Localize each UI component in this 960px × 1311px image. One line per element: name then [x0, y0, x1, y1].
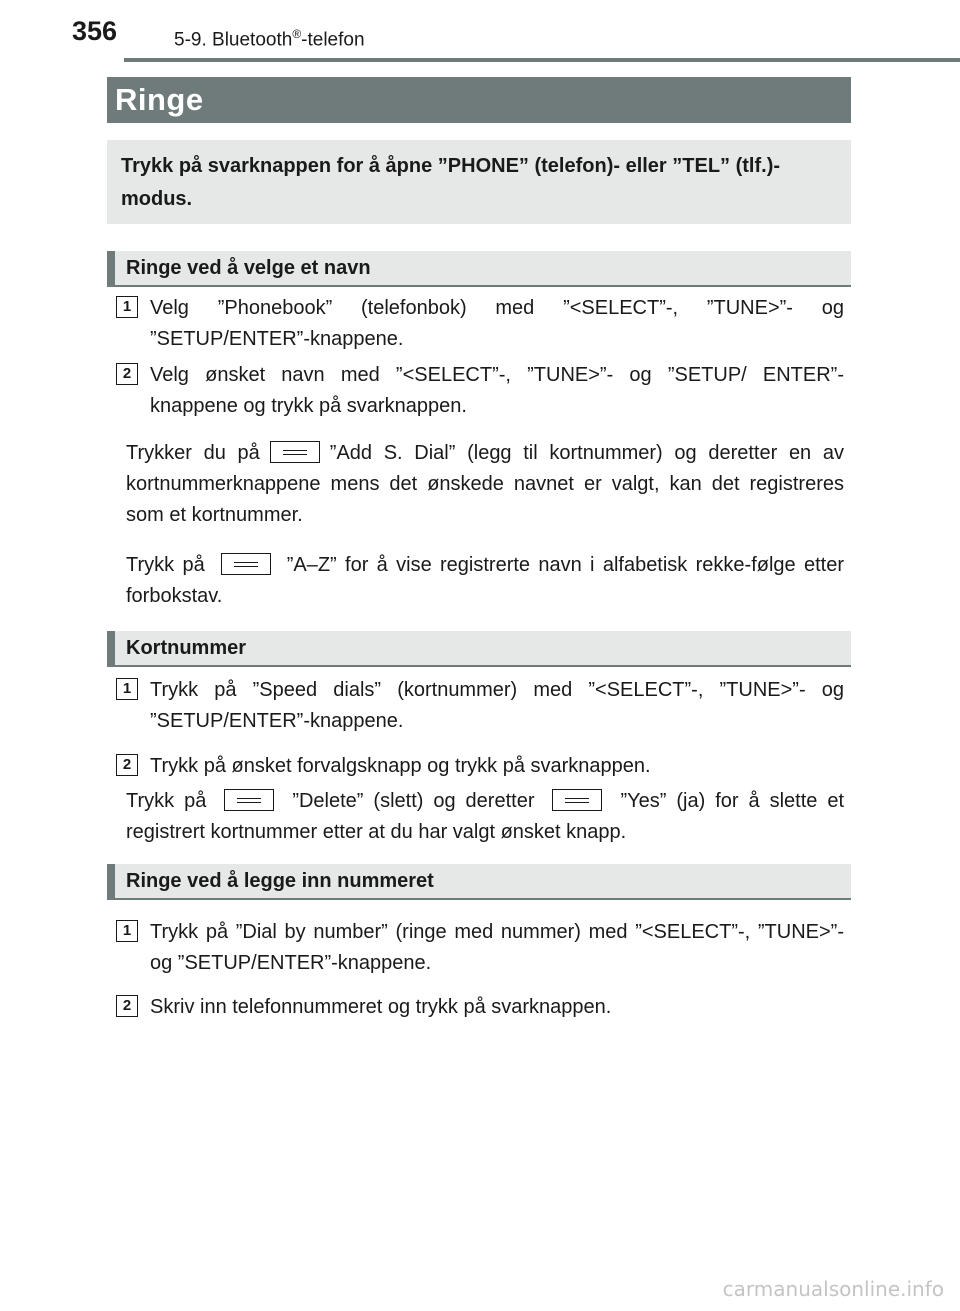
step-number-badge: 2 — [116, 754, 138, 776]
step-number-badge: 2 — [116, 995, 138, 1017]
note-text: ”Delete” (slett) og deretter — [292, 790, 535, 812]
subheading-speed-dial: Kortnummer — [107, 631, 851, 667]
subheading-call-by-name: Ringe ved å velge et navn — [107, 251, 851, 287]
step-number-badge: 1 — [116, 920, 138, 942]
watermark: carmanualsonline.info — [722, 1277, 944, 1301]
chapter-title-prefix: 5-9. Bluetooth — [174, 29, 293, 51]
step-text: Velg ”Phonebook” (telefonbok) med ”<SELECT”-, ”TUNE>”- og ”SETUP/ENTER”-knappene. — [150, 297, 844, 350]
step-text: Trykk på ”Dial by number” (ringe med nummer) med ”<SELECT”-, ”TUNE>”- og ”SETUP/ENTER”-knappene. — [150, 921, 844, 974]
step-text: Trykk på ”Speed dials” (kortnummer) med ”<SELECT”-, ”TUNE>”- og ”SETUP/ENTER”-knappene. — [150, 679, 844, 732]
chapter-title-suffix: -telefon — [301, 29, 365, 51]
intro-box: Trykk på svarknappen for å åpne ”PHONE” (telefon)- eller ”TEL” (tlf.)-modus. — [107, 140, 851, 224]
step-number-badge: 2 — [116, 363, 138, 385]
subheading-dial-number: Ringe ved å legge inn nummeret — [107, 864, 851, 900]
header-rule — [124, 58, 960, 62]
chapter-title — [174, 27, 365, 51]
note-text: ”A–Z” for å vise registrerte navn i alfabetisk rekke-følge etter forbokstav. — [126, 554, 845, 607]
step-number-badge: 1 — [116, 678, 138, 700]
button-bar-icon — [552, 789, 602, 811]
button-bar-icon — [224, 789, 274, 811]
step-number-badge: 1 — [116, 296, 138, 318]
note-add-speed-dial — [126, 438, 844, 531]
page-header — [0, 0, 960, 64]
registered-mark: ® — [292, 27, 302, 41]
button-bar-icon — [270, 441, 320, 463]
step-text: Velg ønsket navn med ”<SELECT”-, ”TUNE>”- og ”SETUP/ ENTER”-knappene og trykk på svarknappen. — [150, 364, 844, 417]
note-text: Trykker du på — [126, 442, 260, 464]
section-title: Ringe — [107, 77, 851, 123]
note-text: ”Yes” (ja) for å slette et registrert kortnummer etter at du har valgt ønsket knapp. — [126, 790, 844, 843]
note-text: ”Add S. Dial” (legg til kortnummer) og deretter en av kortnummerknappene mens det ønskede navnet er valgt, kan det registreres som et kortnummer. — [126, 442, 844, 526]
step-text: Skriv inn telefonnummeret og trykk på svarknappen. — [150, 996, 612, 1018]
button-bar-icon — [221, 553, 271, 575]
note-a-z — [126, 550, 844, 612]
note-text: Trykk på — [126, 790, 207, 812]
note-text: Trykk på — [126, 554, 205, 576]
step-text: Trykk på ønsket forvalgsknapp og trykk på svarknappen. — [150, 755, 651, 777]
page-number: 356 — [72, 16, 118, 46]
note-delete-speed-dial — [126, 786, 844, 848]
